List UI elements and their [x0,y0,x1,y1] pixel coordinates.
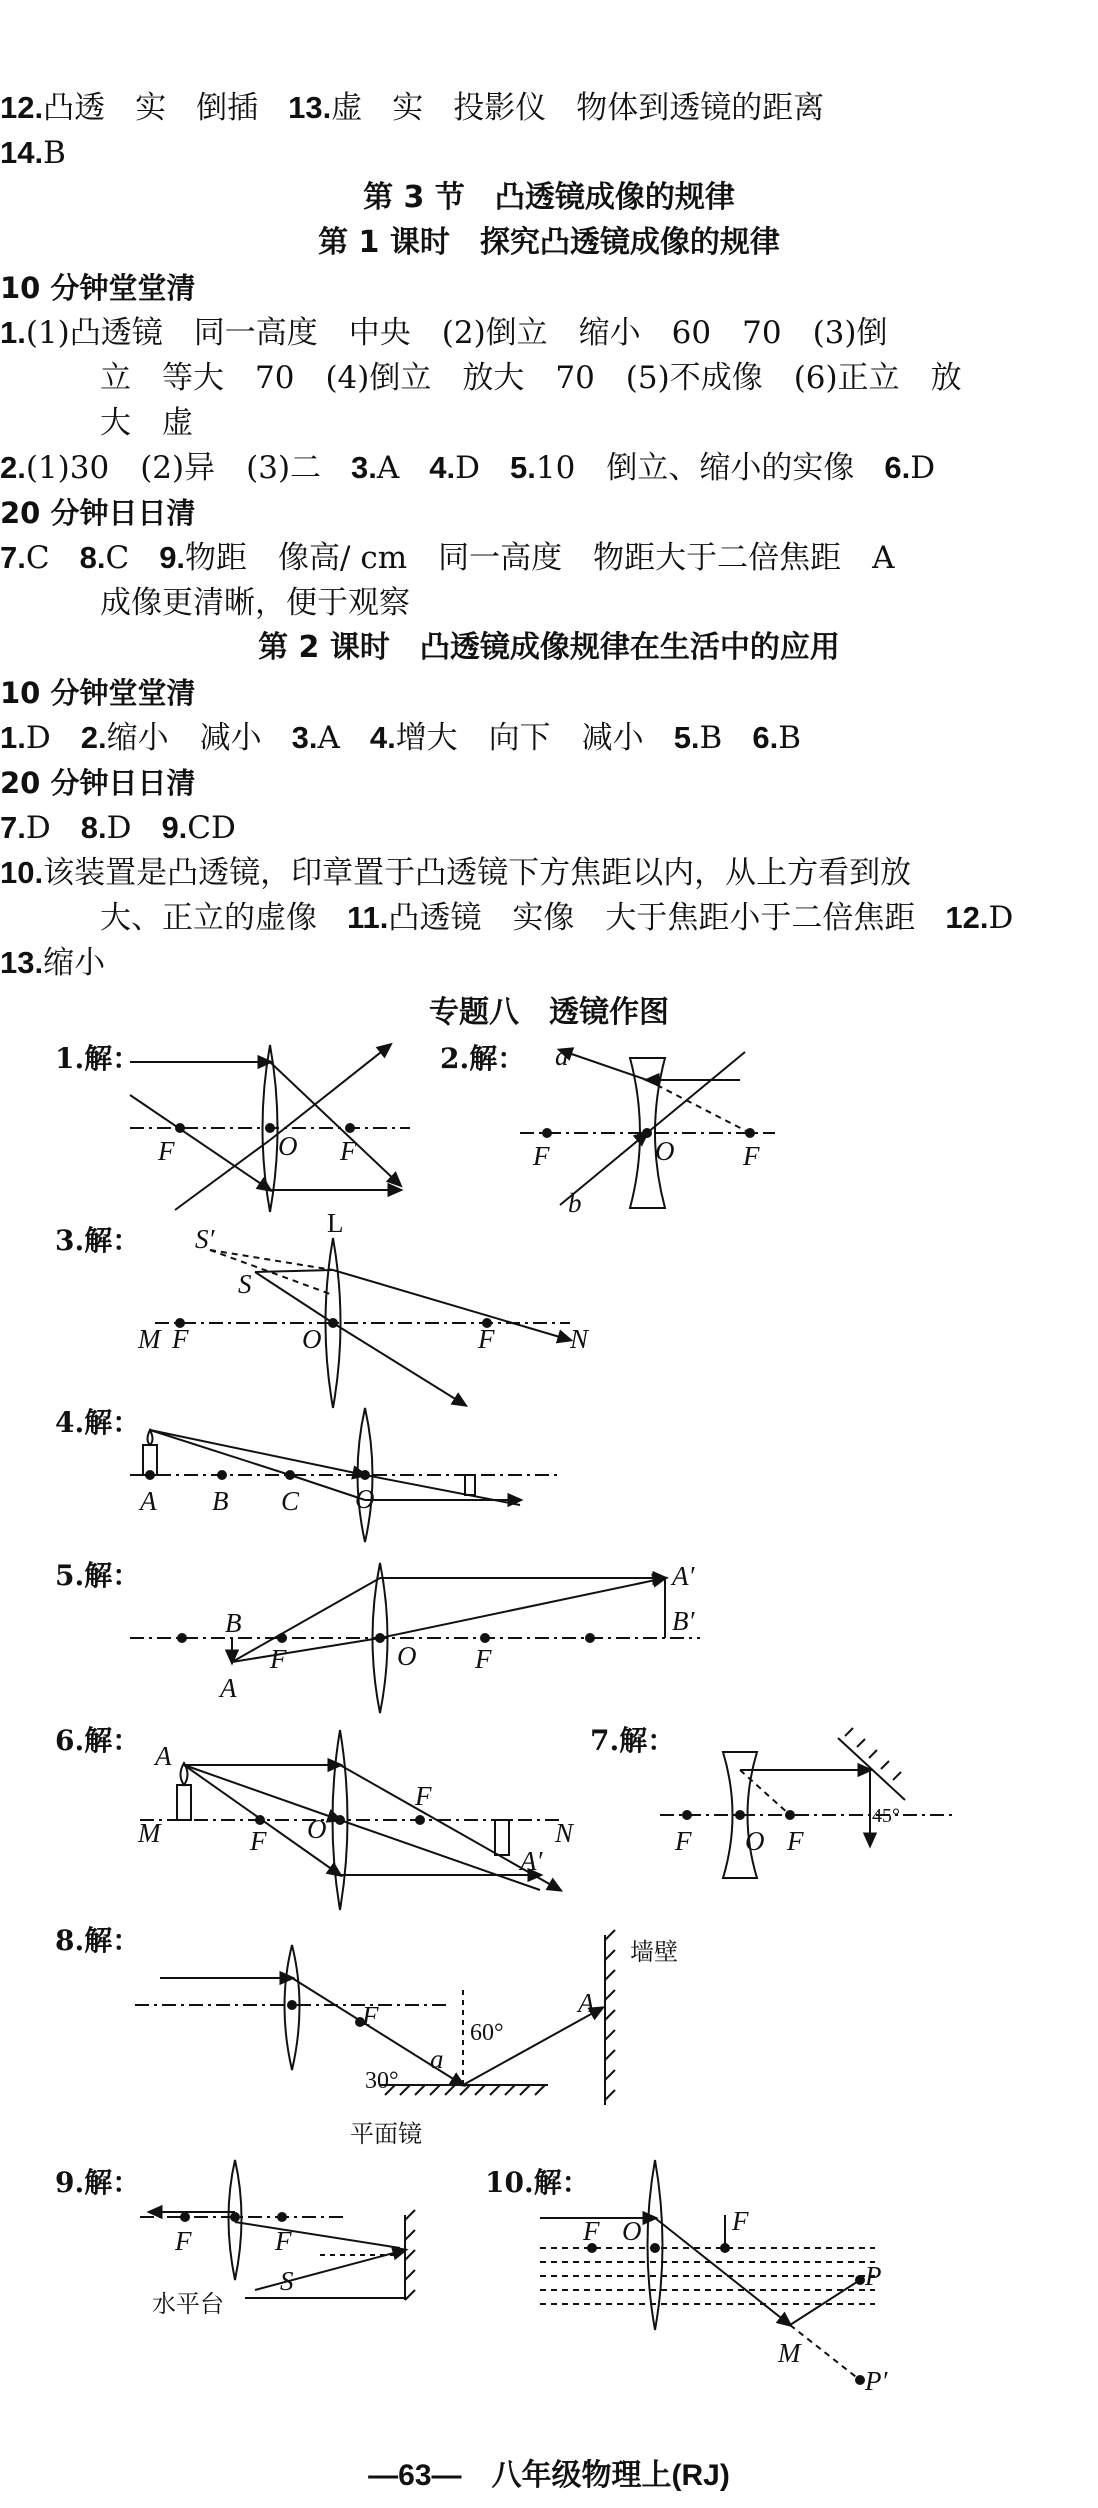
ray [184,1765,340,1820]
label-F: F [732,2206,749,2236]
extension-line [790,2325,860,2380]
ray [790,2280,860,2325]
figure-9 [55,2160,415,2318]
book-title: 八年级物理上(RJ) [491,2459,730,2492]
label-C: C [281,1486,300,1516]
solve-label-9: 9.解： [55,2166,141,2199]
answer-line-13: 13.缩小 [0,945,106,981]
label-F: F [250,1826,267,1856]
solve-label-10: 10.解： [485,2166,590,2199]
ray [175,1140,270,1210]
label-B: B [225,1608,242,1638]
ray [655,2218,790,2325]
label-F: F [175,2226,192,2256]
ray [270,1045,390,1140]
label-O: O [622,2216,642,2246]
figure-8 [55,1924,678,2148]
figure-2 [440,1041,775,1218]
figure-3 [55,1208,590,1408]
label-A-prime: A′ [672,1561,695,1591]
label-O: O [655,1136,675,1166]
lesson-heading-1: 第 1 课时 探究凸透镜成像的规律 [318,225,780,260]
label-45: 45° [872,1805,900,1827]
answer-line-14: 14.B [0,135,66,171]
label-A: A [140,1486,157,1516]
solve-label-7: 7.解： [590,1724,676,1757]
label-S-prime: S′ [195,1224,215,1254]
focus-point [543,1129,551,1137]
label-b: b [568,1188,582,1218]
label-O: O [745,1826,765,1856]
sub-heading-20min-2: 20 分钟日日清 [0,766,196,800]
label-F: F [172,1324,189,1354]
optical-center [643,1129,651,1137]
label-mirror: 平面镜 [350,2120,422,2148]
mirror-hatching [385,2085,545,2095]
label-B-prime: B′ [672,1606,695,1636]
label-F: F [533,1141,550,1171]
label-O: O [302,1324,322,1354]
focus-point [416,1816,424,1824]
label-S: S [238,1269,252,1299]
figure-4 [55,1406,560,1542]
label-M: M [778,2338,801,2368]
label-A-prime: A′ [520,1846,543,1876]
mirror-hatching [405,2210,415,2300]
ray [560,1050,647,1080]
optical-center [361,1471,369,1479]
image-candle [465,1475,475,1495]
label-O: O [307,1814,327,1844]
figure-1 [55,1042,410,1212]
answer-line-1a: 1.(1)凸透镜 同一高度 中央 (2)倒立 缩小 60 70 (3)倒 [0,315,888,351]
ray [150,1430,365,1475]
label-O: O [278,1131,298,1161]
mirror-hatching [845,1728,901,1780]
label-F: F [340,1136,357,1166]
image-candle [495,1820,509,1855]
figure-6 [55,1724,575,1910]
answer-line-1c: 大 虚 [100,405,193,441]
label-F: F [675,1826,692,1856]
extension-line [210,1250,333,1270]
extension-line [647,1080,750,1133]
answer-line-7-9b: 7.D 8.D 9.CD [0,810,236,846]
focus-point [181,2213,189,2221]
label-F: F [787,1826,804,1856]
figure-5 [55,1559,700,1713]
topic-heading-8: 专题八 透镜作图 [429,995,669,1030]
focus-point [721,2244,729,2252]
label-M: M [138,1324,161,1354]
label-F: F [475,1644,492,1674]
optical-center [329,1319,337,1327]
figure-10 [485,2160,888,2396]
answer-line-1-6b: 1.D 2.缩小 减小 3.A 4.增大 向下 减小 5.B 6.B [0,720,801,756]
label-O: O [397,1641,417,1671]
label-F: F [478,1324,495,1354]
focus-point [481,1634,489,1642]
optical-center [288,2001,296,2009]
section-heading-3: 第 3 节 凸透镜成像的规律 [363,180,735,215]
answer-line-1b: 立 等大 70 (4)倒立 放大 70 (5)不成像 (6)正立 放 [100,360,962,396]
candle-flame [148,1430,153,1445]
label-S: S [280,2266,294,2296]
label-B: B [212,1486,229,1516]
2f-point [586,1634,594,1642]
optical-center [376,1634,384,1642]
label-F: F [275,2226,292,2256]
lesson-heading-2: 第 2 课时 凸透镜成像规律在生活中的应用 [258,630,840,665]
answer-line-7-9: 7.C 8.C 9.物距 像高/ cm 同一高度 物距大于二倍焦距 A [0,540,895,576]
optical-center [336,1816,344,1824]
page-number: —63— [368,2459,462,2492]
label-N: N [555,1818,574,1848]
focus-point [346,1124,354,1132]
answer-line-10b: 大、正立的虚像 11.凸透镜 实像 大于焦距小于二倍焦距 12.D [100,900,1014,936]
ray [150,1430,290,1475]
label-F: F [158,1136,175,1166]
optical-center [266,1124,274,1132]
label-P-prime: P′ [865,2366,888,2396]
point-C [286,1471,294,1479]
ray [130,1095,270,1190]
label-60: 60° [470,2020,504,2046]
label-table: 水平台 [152,2290,224,2318]
ray [647,1052,745,1133]
answer-line-9b: 成像更清晰，便于观察 [100,585,410,621]
solve-label-2: 2.解： [440,1042,526,1075]
focus-point [278,1634,286,1642]
label-F: F [270,1644,287,1674]
label-F: F [415,1781,432,1811]
point-B [218,1471,226,1479]
label-F: F [583,2216,600,2246]
label-wall: 墙壁 [630,1938,678,1966]
focus-point [683,1811,691,1819]
sub-heading-10min: 10 分钟堂堂清 [0,271,196,305]
label-M: M [138,1818,161,1848]
label-P: P [865,2261,882,2291]
solve-label-4: 4.解： [55,1406,141,1439]
label-A: A [220,1673,237,1703]
optical-center [231,2213,239,2221]
wall-hatching [605,1930,615,2100]
point-A [146,1471,154,1479]
2f-point [178,1634,186,1642]
answer-line-2-6: 2.(1)30 (2)异 (3)二 3.A 4.D 5.10 倒立、缩小的实像 6.D [0,450,936,486]
ray [235,2222,400,2248]
ray [380,1578,665,1638]
page-footer [0,2450,1098,2494]
optical-center [736,1811,744,1819]
focus-point [786,1811,794,1819]
label-F: F [743,1141,760,1171]
label-A: A [578,1988,595,2018]
solve-label-5: 5.解： [55,1559,141,1592]
optical-center [651,2244,659,2252]
sub-heading-20min: 20 分钟日日清 [0,496,196,530]
candle [177,1785,191,1820]
label-L: L [327,1208,344,1238]
label-A: A [155,1741,172,1771]
focus-point [278,2213,286,2221]
focus-point [746,1129,754,1137]
point-P-prime [856,2376,864,2384]
ray [255,1272,333,1323]
focus-point [256,1816,264,1824]
label-a: a [555,1041,569,1071]
label-30: 30° [365,2068,399,2094]
label-a: a [430,2044,444,2074]
solve-label-3: 3.解： [55,1224,141,1257]
ray [333,1323,465,1405]
label-F: F [362,2001,379,2031]
ray [290,1475,365,1500]
focus-point [176,1124,184,1132]
solve-label-8: 8.解： [55,1924,141,1957]
solve-label-6: 6.解： [55,1724,141,1757]
point-P [856,2276,864,2284]
answer-line-10a: 10.该装置是凸透镜，印章置于凸透镜下方焦距以内，从上方看到放 [0,855,912,891]
figure-7 [590,1724,955,1878]
answer-line-12-13: 12.凸透 实 倒插 13.虚 实 投影仪 物体到透镜的距离 [0,90,825,126]
label-O: O [355,1484,375,1514]
label-N: N [570,1324,589,1354]
sub-heading-10min-2: 10 分钟堂堂清 [0,676,196,710]
solve-label-1: 1.解： [55,1042,141,1075]
ray [333,1270,570,1340]
